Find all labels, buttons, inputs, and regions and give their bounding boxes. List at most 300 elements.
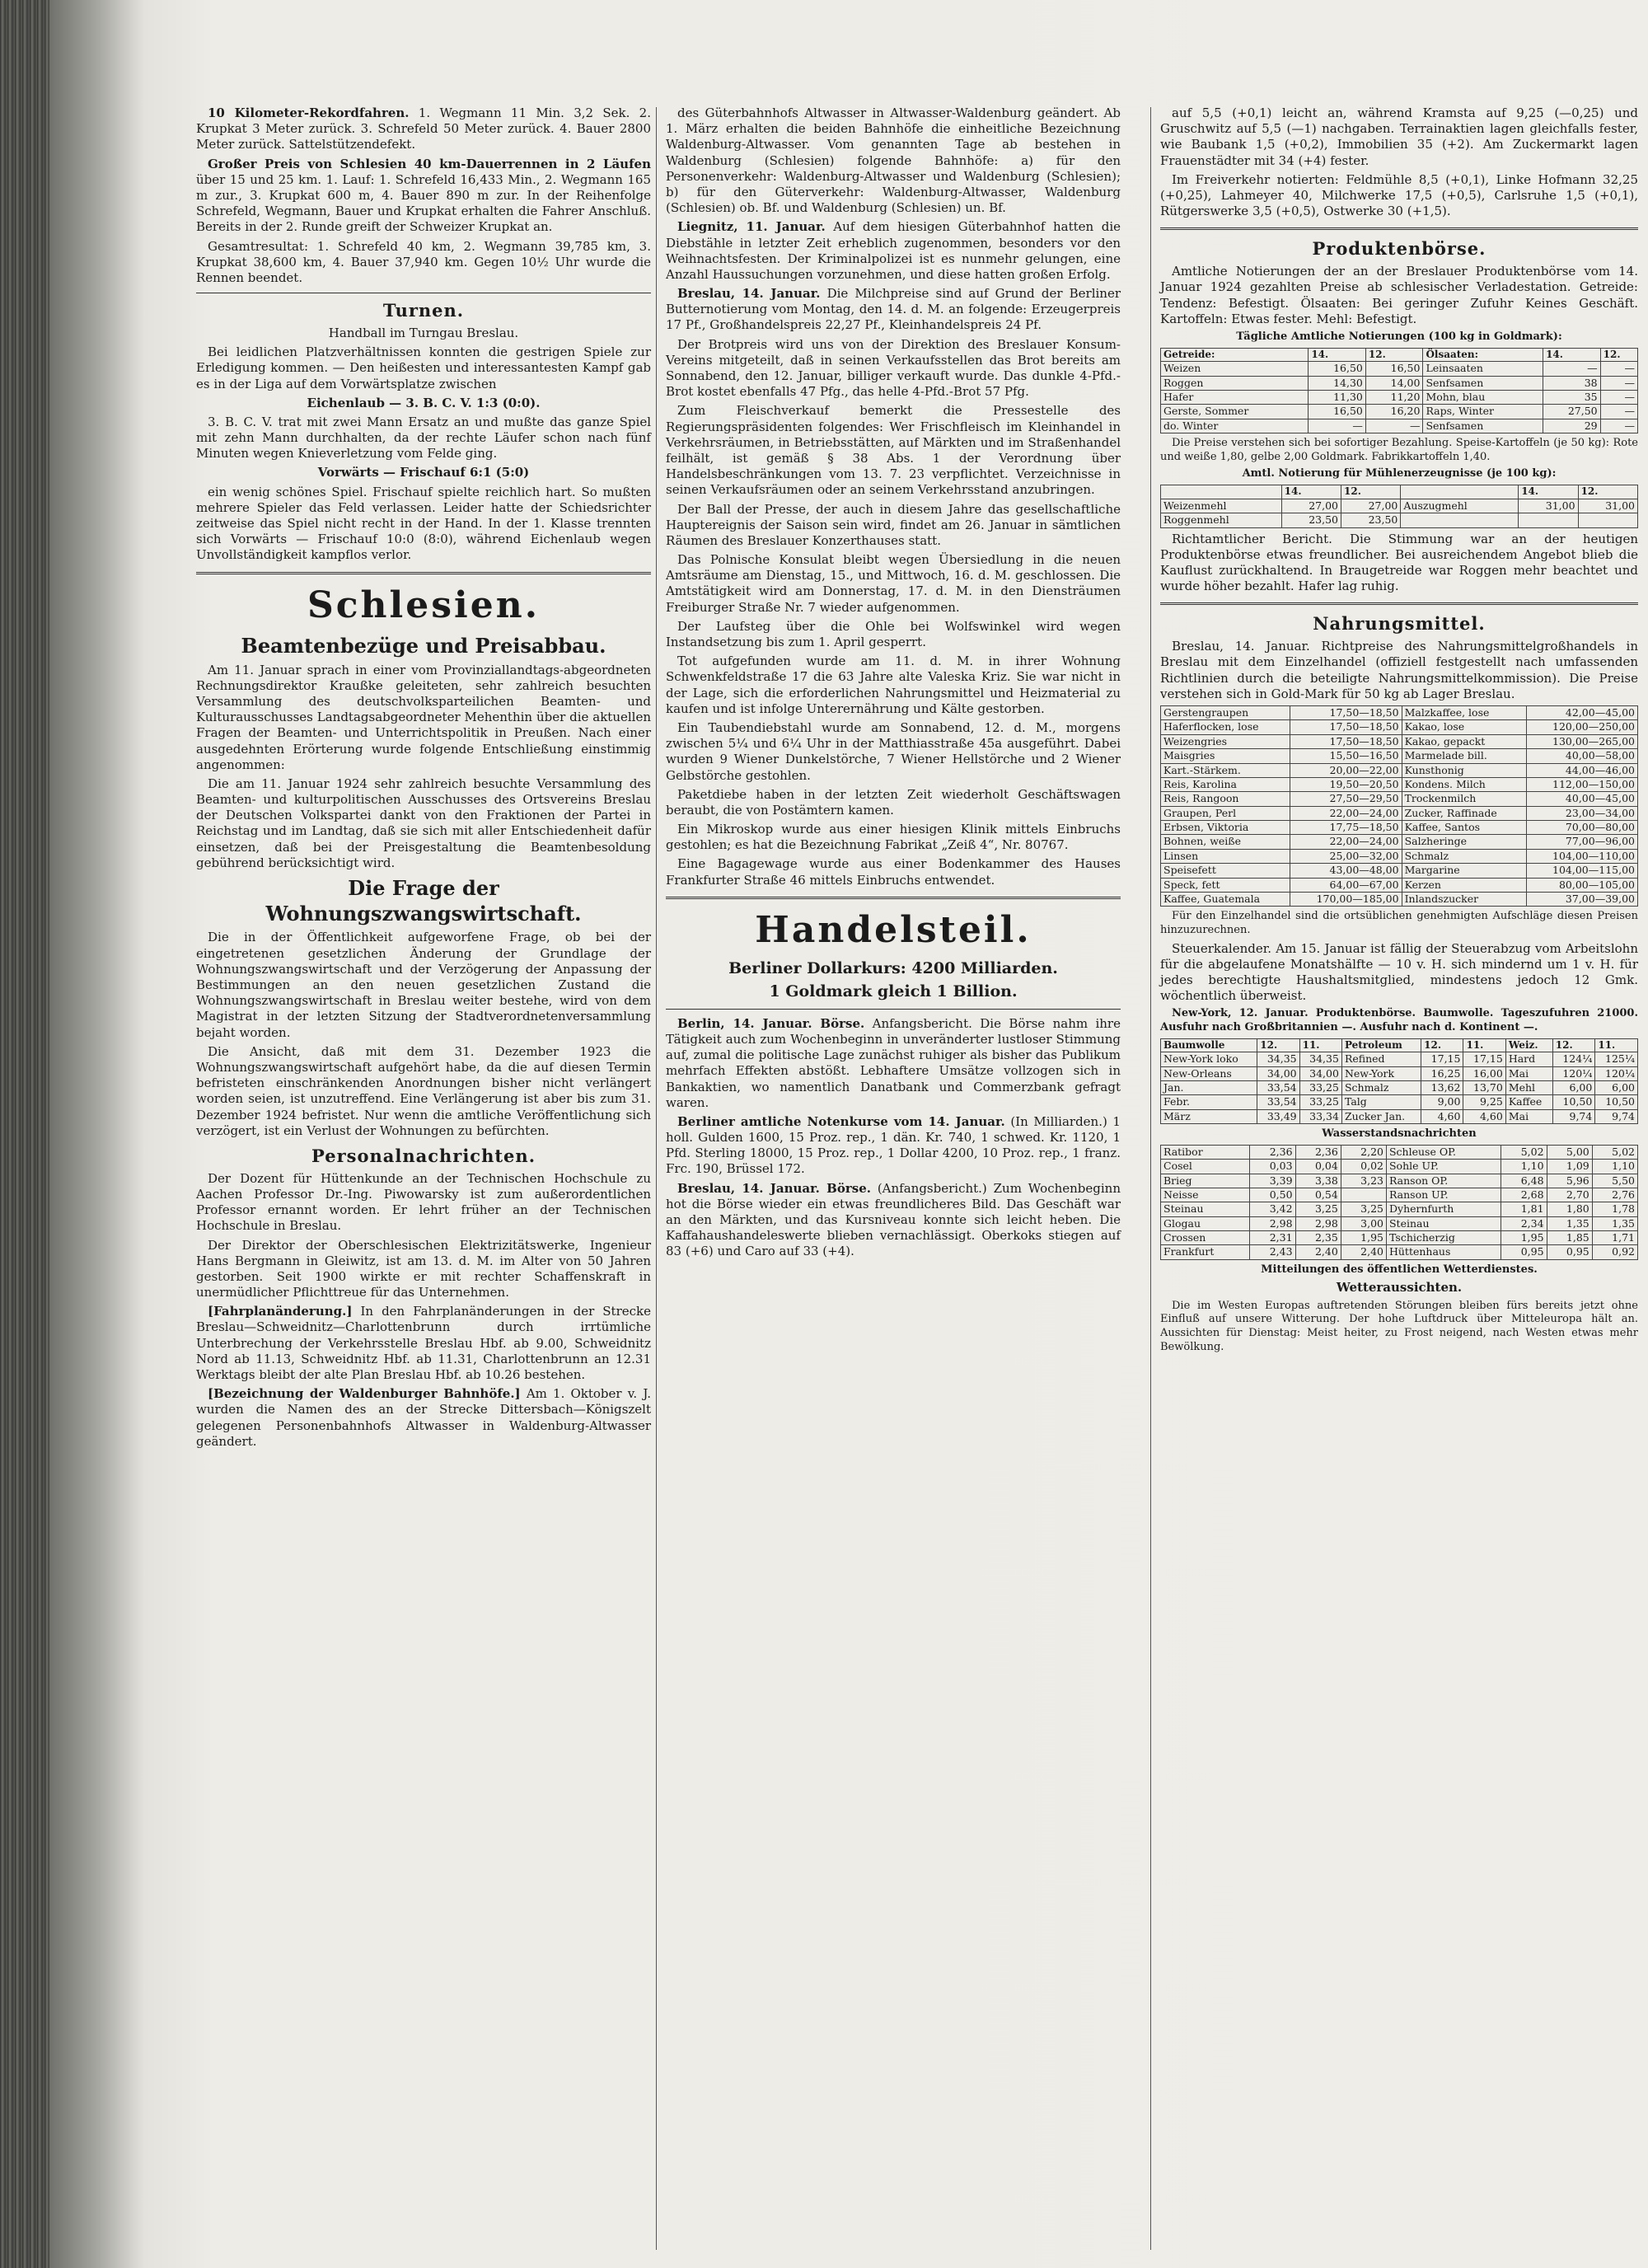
table-header-cell: 14. xyxy=(1281,485,1341,499)
konsulat-text: Das Polnische Konsulat bleibt wegen Übersiedlung in die neuen Amtsräume am Dienstag, 15., und Mittwoch, 16. d. M. geschlossen. Die Amtstätigkeit wird am Donnerstag, 17. d. M. in den Diensträumen Freiburger Straße Nr. 7 wieder aufgenommen. xyxy=(666,552,1121,615)
wetter-text: Die im Westen Europas auftretenden Störungen bleiben fürs bereits jetzt ohne Einfluß auf unsere Witterung. Der hohe Luftdruck über Mitteleuropa hält an. Aussichten für Dienstag: Meist heiter, zu Frost neigend, nach Westen etwas mehr Bewölkung. xyxy=(1160,1299,1638,1353)
table-cell: 17,75—18,50 xyxy=(1290,821,1402,835)
section-heading-schlesien: Schlesien. xyxy=(307,583,541,626)
table-row xyxy=(1161,513,1638,527)
table-cell: 43,00—48,00 xyxy=(1290,864,1402,878)
table-header-cell: 11. xyxy=(1463,1038,1505,1052)
table-cell: Senfsamen xyxy=(1423,419,1543,433)
table-cell: Speck, fett xyxy=(1161,878,1290,892)
liegnitz-title: Liegnitz, 11. Januar. xyxy=(677,219,826,235)
table-row xyxy=(1161,499,1638,513)
table-cell xyxy=(1341,1188,1386,1202)
table-cell: 3,23 xyxy=(1341,1174,1386,1188)
personal-text: Der Dozent für Hüttenkunde an der Technischen Hochschule zu Aachen Professor Dr.-Ing. Piwowarsky ist zum außerordentlichen Professor ernannt worden. Er lehrt früher an der Technischen Hochschule in Breslau. xyxy=(196,1170,651,1234)
table-cell: 112,00—150,00 xyxy=(1526,777,1637,791)
table-cell: 1,78 xyxy=(1592,1202,1637,1216)
table-cell: Dyhernfurth xyxy=(1386,1202,1501,1216)
table-cell: 42,00—45,00 xyxy=(1526,706,1637,720)
table-cell: 5,00 xyxy=(1547,1145,1592,1159)
table-cell: 9,00 xyxy=(1421,1095,1463,1109)
table-header-cell: 11. xyxy=(1299,1038,1341,1052)
table-cell: Raps, Winter xyxy=(1423,405,1543,419)
table-cell: 120,00—250,00 xyxy=(1526,720,1637,734)
table-cell: 25,00—32,00 xyxy=(1290,849,1402,863)
table-cell: 124¼ xyxy=(1552,1052,1595,1066)
table-cell: 29 xyxy=(1543,419,1601,433)
table-cell: 9,25 xyxy=(1463,1095,1505,1109)
table-cell: 6,48 xyxy=(1501,1174,1547,1188)
personal-text: Der Direktor der Oberschlesischen Elektrizitätswerke, Ingenieur Hans Bergmann in Gleiwitz, ist am 13. d. M. im Alter von 50 Jahren gestorben. Seit 1900 wirkte er mit rechter Schaffenskraft in unermüdlicher Pflichttreue für das Unternehmen. xyxy=(196,1237,651,1300)
table-cell: — xyxy=(1543,362,1601,376)
table-cell: Trockenmilch xyxy=(1402,792,1526,806)
table-cell: Schmalz xyxy=(1402,849,1526,863)
divider xyxy=(1160,227,1638,230)
divider xyxy=(666,897,1121,899)
table-cell: Hafer xyxy=(1161,391,1309,405)
wasser-table xyxy=(1160,1145,1638,1260)
table-row xyxy=(1161,792,1638,806)
table-header-cell: Baumwolle xyxy=(1161,1038,1257,1052)
table-header-cell: 12. xyxy=(1257,1038,1299,1052)
table-cell: 3,25 xyxy=(1341,1202,1386,1216)
table-cell: 170,00—185,00 xyxy=(1290,892,1402,906)
table-cell: 16,20 xyxy=(1365,405,1423,419)
table-cell: do. Winter xyxy=(1161,419,1309,433)
table-cell: 0,50 xyxy=(1250,1188,1295,1202)
table-cell: 80,00—105,00 xyxy=(1526,878,1637,892)
table-cell: Mai xyxy=(1505,1066,1552,1080)
table-cell: 120¼ xyxy=(1595,1066,1638,1080)
table-cell: Mehl xyxy=(1505,1081,1552,1095)
table-cell: Margarine xyxy=(1402,864,1526,878)
table-cell: 17,15 xyxy=(1463,1052,1505,1066)
table-cell: Erbsen, Viktoria xyxy=(1161,821,1290,835)
table-row xyxy=(1161,362,1638,376)
table-cell: Kaffee, Santos xyxy=(1402,821,1526,835)
newyork-table xyxy=(1160,1038,1638,1125)
table-cell: Reis, Karolina xyxy=(1161,777,1290,791)
turnen-heading: Turnen. xyxy=(382,300,465,321)
table-cell: 2,36 xyxy=(1295,1145,1341,1159)
table-cell: New-York xyxy=(1341,1066,1421,1080)
table-cell: 1,35 xyxy=(1592,1216,1637,1230)
table-cell: 4,60 xyxy=(1421,1109,1463,1123)
wasser-heading: Wasserstandsnachrichten xyxy=(1322,1127,1477,1141)
table-row xyxy=(1161,1202,1638,1216)
table-cell: Mai xyxy=(1505,1109,1552,1123)
table-cell: Gerste, Sommer xyxy=(1161,405,1309,419)
table-cell: 16,50 xyxy=(1309,405,1366,419)
milch-title: Breslau, 14. Januar. xyxy=(677,286,821,302)
table-row xyxy=(1161,1245,1638,1259)
berlin-title: Berlin, 14. Januar. Börse. xyxy=(677,1015,865,1031)
table1-note: Die Preise verstehen sich bei sofortiger Bezahlung. Speise-Kartoffeln (je 50 kg): Rote und weiße 1,80, gelbe 2,00 Goldmark. Fabrikkartoffeln 1,40. xyxy=(1160,437,1638,463)
table-cell: Talg xyxy=(1341,1095,1421,1109)
record-text: 1. Wegmann 11 Min. 3,2 Sek. 2. Krupkat 3 Meter zurück. 3. Schrefeld 50 Meter zurück. 4. Bauer 2800 Meter zurück. Sattelstützendefekt. xyxy=(196,105,651,152)
table-header-cell: 14. xyxy=(1543,348,1601,362)
produkten-text: Amtliche Notierungen der an der Breslauer Produktenbörse vom 14. Januar 1924 gezahlten Preise ab schlesischer Verladestation. Getreide: Tendenz: Befestigt. Ölsaaten: Bei geringer Zufuhr Keines Geschäft. Kartoffeln: Etwas fester. Mehl: Befestigt. xyxy=(1160,264,1638,326)
table-cell: 64,00—67,00 xyxy=(1290,878,1402,892)
table-cell: Febr. xyxy=(1161,1095,1257,1109)
table-row xyxy=(1161,391,1638,405)
table-row xyxy=(1161,1109,1638,1123)
table-cell: Reis, Rangoon xyxy=(1161,792,1290,806)
tot-text: Tot aufgefunden wurde am 11. d. M. in ihrer Wohnung Schwenkfeldstraße 17 die 63 Jahre alte Valeska Kriz. Sie war nicht in der Lage, sich die erforderlichen Nahrungsmittel und Heizmaterial zu kaufen und ist infolge Unterernährung und Kälte gestorben. xyxy=(666,654,1121,716)
column-2 xyxy=(666,105,1121,1263)
table-cell: 22,00—24,00 xyxy=(1290,806,1402,820)
table-cell: Glogau xyxy=(1161,1216,1250,1230)
table-row xyxy=(1161,835,1638,849)
wetteraussichten-heading: Wetteraussichten. xyxy=(1336,1280,1463,1296)
table-cell: 5,02 xyxy=(1592,1145,1637,1159)
divider xyxy=(666,1009,1121,1010)
table-cell: Linsen xyxy=(1161,849,1290,863)
record-title: 10 Kilometer-Rekordfahren. xyxy=(208,105,410,120)
richt-text: Richtamtlicher Bericht. Die Stimmung war an der heutigen Produktenbörse etwas freundlicher. Bei ausreichendem Angebot blieb die Kauflust zurückhaltend. In Braugetreide war Roggen mehr beachtet und wurde höher bezahlt. Hafer lag ruhig. xyxy=(1160,531,1638,594)
laufsteg-text: Der Laufsteg über die Ohle bei Wolfswinkel wird wegen Instandsetzung bis zum 1. April gesperrt. xyxy=(666,618,1121,649)
beamten-text: Am 11. Januar sprach in einer vom Provinziallandtags-abgeordneten Rechnungsdirektor Kraußke geleiteten, sehr zahlreich besuchten Versammlung des deutschvolksparteilichen Beamten- und Kulturausschusses Landtagsabgeordneter Mehenthin über die aktuellen Fragen der Beamten- und Unterrichtspolitik in Preußen. Nach einer ausgedehnten Erörterung wurde folgende Entschließung einstimmig angenommen: xyxy=(196,662,651,772)
table-cell xyxy=(1578,513,1637,527)
table-cell: 23,50 xyxy=(1341,513,1401,527)
produkten-heading: Produktenbörse. xyxy=(1312,238,1486,260)
table-header-cell: 12. xyxy=(1421,1038,1463,1052)
table-row xyxy=(1161,1174,1638,1188)
table-cell: 6,00 xyxy=(1595,1081,1638,1095)
table-cell: 70,00—80,00 xyxy=(1526,821,1637,835)
table-cell: Hüttenhaus xyxy=(1386,1245,1501,1259)
table-cell: Roggenmehl xyxy=(1161,513,1282,527)
race-text: über 15 und 25 km. 1. Lauf: 1. Schrefeld 16,433 Min., 2. Wegmann 165 m zur., 3. Krupkat 600 m, 4. Bauer 890 m zur. In der Reihenfolge Schrefeld, Wegmann, Bauer und Krupkat erhalten die Fahrer Anschluß. Bereits in der 2. Runde greift der Schweizer Krupkat an. xyxy=(196,171,651,235)
table-cell: Kaffee, Guatemala xyxy=(1161,892,1290,906)
table-cell: 2,70 xyxy=(1547,1188,1592,1202)
brot-text: Der Brotpreis wird uns von der Direktion des Breslauer Konsum-Vereins mitgeteilt, daß in seinen Verkaufsstellen das Brot bereits am Sonnabend, den 12. Januar, billiger verkauft wurde. Das dunkle 4-Pfd.-Brot kostet ebenfalls 47 Pfg., das helle 4-Pfd.-Brot 57 Pfg. xyxy=(666,336,1121,400)
table-row xyxy=(1161,1052,1638,1066)
table-cell: 2,76 xyxy=(1592,1188,1637,1202)
table-cell: 33,25 xyxy=(1299,1095,1341,1109)
table-cell: Zucker Jan. xyxy=(1341,1109,1421,1123)
table-cell: 9,74 xyxy=(1552,1109,1595,1123)
table-cell: 11,30 xyxy=(1309,391,1366,405)
table-cell: Brieg xyxy=(1161,1174,1250,1188)
table-cell: 2,43 xyxy=(1250,1245,1295,1259)
column-rule xyxy=(1150,107,1151,2250)
race-result: Gesamtresultat: 1. Schrefeld 40 km, 2. Wegmann 39,785 km, 3. Krupkat 38,600 km, 4. Bauer 37,940 km. Gegen 10½ Uhr wurde die Rennen beendet. xyxy=(196,238,651,285)
table-cell: 104,00—115,00 xyxy=(1526,864,1637,878)
table-cell: Neisse xyxy=(1161,1188,1250,1202)
wohnung-text: Die Ansicht, daß mit dem 31. Dezember 1923 die Wohnungszwangswirtschaft aufgehört habe, da die auf diesen Termin befristeten einschränkenden Anordnungen bisher nicht verlängert worden seien, ist unzutreffend. Eine Verlängerung ist aber bis zum 31. Dezember 1924 befristet. Nur wenn die amtliche Veröffentlichung sich verzögert, ist ein Verlust der Wohnungen zu befürchten. xyxy=(196,1043,651,1138)
table-cell: 125¼ xyxy=(1595,1052,1638,1066)
table-header-cell: 12. xyxy=(1578,485,1637,499)
turnen-game-1: Eichenlaub — 3. B. C. V. 1:3 (0:0). xyxy=(307,395,541,410)
personal-heading: Personalnachrichten. xyxy=(311,1145,536,1166)
table-cell: 5,96 xyxy=(1547,1174,1592,1188)
bagage-text: Eine Bagagewage wurde aus einer Bodenkammer des Hauses Frankfurter Straße 46 mittels Einbruchs entwendet. xyxy=(666,856,1121,888)
table-cell: Kart.-Stärkem. xyxy=(1161,763,1290,777)
table-cell: 15,50—16,50 xyxy=(1290,749,1402,763)
table-cell: Kakao, gepackt xyxy=(1402,734,1526,748)
table-cell: 16,00 xyxy=(1463,1066,1505,1080)
newyork-heading: New-York, 12. Januar. Produktenbörse. Baumwolle. Tageszufuhren 21000. Ausfuhr nach Großbritannien —. Ausfuhr nach d. Kontinent —. xyxy=(1160,1007,1638,1033)
table-cell: 44,00—46,00 xyxy=(1526,763,1637,777)
table-row xyxy=(1161,1160,1638,1174)
milch-text: Die Milchpreise sind auf Grund der Berliner Butternotierung vom Montag, den 14. d. M. an folgende: Erzeugerpreis 17 Pf., Großhandelspreis 22,27 Pf., Kleinhandelspreis 24 Pf. xyxy=(666,286,1121,333)
table-cell: 40,00—58,00 xyxy=(1526,749,1637,763)
berlin-text: Anfangsbericht. Die Börse nahm ihre Tätigkeit auch zum Wochenbeginn in unveränderter lustloser Stimmung auf, zumal die politische Lage zunächst ruhiger als bisher das Publikum mehrfach Effekten abstößt. Lebhaftere Umsätze vollzogen sich in Bankaktien, wo namentlich Danatbank und Commerzbank gefragt waren. xyxy=(666,1015,1121,1110)
table-cell: Gerstengraupen xyxy=(1161,706,1290,720)
table-cell: 0,92 xyxy=(1592,1245,1637,1259)
table-cell: 10,50 xyxy=(1595,1095,1638,1109)
table-header-cell: Petroleum xyxy=(1341,1038,1421,1052)
mehl-table xyxy=(1160,485,1638,528)
table-cell: 17,50—18,50 xyxy=(1290,734,1402,748)
table-cell: 13,62 xyxy=(1421,1081,1463,1095)
table-cell: Ranson OP. xyxy=(1386,1174,1501,1188)
table-cell: 3,00 xyxy=(1341,1216,1386,1230)
table-cell: 31,00 xyxy=(1578,499,1637,513)
table-cell: 33,54 xyxy=(1257,1081,1299,1095)
table-header-cell: 12. xyxy=(1341,485,1401,499)
divider xyxy=(196,572,651,574)
table-cell: Weizen xyxy=(1161,362,1309,376)
table-cell: Schleuse OP. xyxy=(1386,1145,1501,1159)
fleisch-text: Zum Fleischverkauf bemerkt die Pressestelle des Regierungspräsidenten folgendes: Wer Frischfleisch im Kleinhandel in Verkehrsräumen, in Betriebsstätten, auf Märkten und im Straßenhandel feilhält, ist gemäß § 38 Abs. 1 der Verordnung über Handelsbeschränkungen vom 13. 7. 23 verpflichtet. Verzeichnisse in seinen Verkaufsräumen oder an seinem Verkehrsstand anzubringen. xyxy=(666,403,1121,498)
table-header-cell xyxy=(1161,485,1282,499)
table-cell xyxy=(1401,513,1519,527)
section-heading-handelsteil: Handelsteil. xyxy=(755,908,1032,951)
fahrplan-title: [Fahrplanänderung.] xyxy=(208,1304,353,1319)
table-cell: Kondens. Milch xyxy=(1402,777,1526,791)
table-cell: 27,00 xyxy=(1281,499,1341,513)
table-header-cell: Ölsaaten: xyxy=(1423,348,1543,362)
table-cell: 1,85 xyxy=(1547,1231,1592,1245)
table-cell: 2,98 xyxy=(1250,1216,1295,1230)
table-cell xyxy=(1519,513,1578,527)
table-cell: New-Orleans xyxy=(1161,1066,1257,1080)
table-cell: 14,00 xyxy=(1365,376,1423,390)
table-cell: 2,40 xyxy=(1295,1245,1341,1259)
table-cell: 1,09 xyxy=(1547,1160,1592,1174)
table-cell: 27,00 xyxy=(1341,499,1401,513)
breslau-boerse-text: (Anfangsbericht.) Zum Wochenbeginn hot die Börse wieder ein etwas freundlicheres Bild. Das Geschäft war an den Märkten, und das Kursniveau konnte sich leicht heben. Die Kaffahaushandeleswerte blieben vernachlässigt. Oberkoks stiegen auf 83 (+6) und Caro auf 33 (+4). xyxy=(666,1180,1121,1259)
table-cell: Steinau xyxy=(1386,1216,1501,1230)
table-cell: Ratibor xyxy=(1161,1145,1250,1159)
table-cell: 16,50 xyxy=(1365,362,1423,376)
bahnhof-title: [Bezeichnung der Waldenburger Bahnhöfe.] xyxy=(208,1386,521,1402)
table-cell: 3,25 xyxy=(1295,1202,1341,1216)
table-cell: Ranson UP. xyxy=(1386,1188,1501,1202)
table-cell: 33,34 xyxy=(1299,1109,1341,1123)
table-cell: 1,95 xyxy=(1501,1231,1547,1245)
table-cell: Weizengries xyxy=(1161,734,1290,748)
turnen-text: 3. B. C. V. trat mit zwei Mann Ersatz an und mußte das ganze Spiel mit zehn Mann durchhalten, da der rechte Läufer schon nach fünf Minuten wegen Knieverletzung vom Felde ging. xyxy=(196,414,651,462)
table-cell: Kerzen xyxy=(1402,878,1526,892)
table-cell: Kaffee xyxy=(1505,1095,1552,1109)
table-cell: 2,31 xyxy=(1250,1231,1295,1245)
nahrung-text: Breslau, 14. Januar. Richtpreise des Nahrungsmittelgroßhandels in Breslau mit dem Einzelhandel (offiziell festgestellt nach umfassenden Richtlinien durch die beteiligte Nahrungsmittelkommission). Die Preise verstehen sich in Gold-Mark für 50 kg ab Lager Breslau. xyxy=(1160,639,1638,701)
table-cell: Weizenmehl xyxy=(1161,499,1282,513)
table-row xyxy=(1161,849,1638,863)
table-cell: — xyxy=(1600,362,1637,376)
table-cell: 37,00—39,00 xyxy=(1526,892,1637,906)
table-cell: 0,95 xyxy=(1547,1245,1592,1259)
table-cell: 27,50 xyxy=(1543,405,1601,419)
table-row xyxy=(1161,1095,1638,1109)
table-cell: 23,50 xyxy=(1281,513,1341,527)
table-cell: 16,25 xyxy=(1421,1066,1463,1080)
table-header-cell: 14. xyxy=(1309,348,1366,362)
table-cell: 35 xyxy=(1543,391,1601,405)
table-header-cell xyxy=(1401,485,1519,499)
table-header-cell: 14. xyxy=(1519,485,1578,499)
turnen-game-2: Vorwärts — Frischauf 6:1 (5:0) xyxy=(317,465,530,480)
table-row xyxy=(1161,878,1638,892)
table-cell: 38 xyxy=(1543,376,1601,390)
table2-caption: Amtl. Notierung für Mühlenerzeugnisse (je 100 kg): xyxy=(1242,467,1557,480)
liegnitz-text: Auf dem hiesigen Güterbahnhof hatten die Diebstähle in letzter Zeit erheblich zugenommen, besonders vor den Weihnachtsfesten. Der Kriminalpolizei ist es nunmehr gelungen, eine Anzahl Haussuchungen vorzunehmen, und diese hatten großen Erfolg. xyxy=(666,219,1121,282)
table-cell: — xyxy=(1600,405,1637,419)
table-cell: Jan. xyxy=(1161,1081,1257,1095)
market-text: auf 5,5 (+0,1) leicht an, während Kramsta auf 9,25 (—0,25) und Gruschwitz auf 5,5 (—1) nachgaben. Terrainaktien lagen gleichfalls fester, wie Baubank 1,5 (+0,2), Immobilien 35 (+2). Am Zuckermarkt lagen Frauenstädter mit 34 (+4) fester. xyxy=(1160,105,1638,168)
table-cell: 34,00 xyxy=(1299,1066,1341,1080)
fahrplan-text: In den Fahrplanänderungen in der Strecke Breslau—Schweidnitz—Charlottenbrunn durch irrtümliche Unterbrechung der Verkehrsstelle Breslau Hbf. ab 9.00, Schweidnitz Nord ab 11.13, Schweidnitz Hbf. ab 11.31, Charlottenbrunn an 12.31 Werktags bleibt der alte Plan Breslau Hbf. ab 10.26 bestehen. xyxy=(196,1304,651,1383)
table-cell: Speisefett xyxy=(1161,864,1290,878)
table-cell: — xyxy=(1600,391,1637,405)
table-header-cell: 11. xyxy=(1595,1038,1638,1052)
table-cell: 0,04 xyxy=(1295,1160,1341,1174)
table-cell: 17,50—18,50 xyxy=(1290,706,1402,720)
table-cell: 5,50 xyxy=(1592,1174,1637,1188)
noten-title: Berliner amtliche Notenkurse vom 14. Januar. xyxy=(677,1113,1005,1129)
table-cell: 1,10 xyxy=(1592,1160,1637,1174)
table-cell: 0,02 xyxy=(1341,1160,1386,1174)
turnen-text: ein wenig schönes Spiel. Frischauf spielte reichlich hart. So mußten mehrere Spieler das Feld verlassen. Leider hatte der Schiedsrichter zeitweise das Spiel nicht recht in der Hand. In der 1. Klasse trennten sich Vorwärts — Frischauf 10:0 (8:0), während Eichenlaub wegen Unvollständigkeit kampflos verlor. xyxy=(196,484,651,563)
table-cell: Mohn, blau xyxy=(1423,391,1543,405)
steuer-text: Steuerkalender. Am 15. Januar ist fällig der Steuerabzug vom Arbeitslohn für die abgelaufene Monatshälfte — 10 v. H. sich mindernd um 1 v. H. für jedes berechtigte Haushaltsmitglied, mindestens jedoch 12 Gmk. wöchentlich überweist. xyxy=(1160,940,1638,1004)
table-cell: 77,00—96,00 xyxy=(1526,835,1637,849)
goldmark-rate: 1 Goldmark gleich 1 Billion. xyxy=(769,982,1018,1001)
table-cell: Refined xyxy=(1341,1052,1421,1066)
table-cell: Schmalz xyxy=(1341,1081,1421,1095)
table-cell: Bohnen, weiße xyxy=(1161,835,1290,849)
table-cell: Auszugmehl xyxy=(1401,499,1519,513)
table-cell: New-York loko xyxy=(1161,1052,1257,1066)
table-row xyxy=(1161,806,1638,820)
table-header-cell: 12. xyxy=(1365,348,1423,362)
beamten-text: Die am 11. Januar 1924 sehr zahlreich besuchte Versammlung des Beamten- und kulturpolitischen Ausschusses des Ortsvereins Breslau der Deutschen Volkspartei dankt von den Fraktionen der Partei in Reichstag und im Landtag, daß sie sich mit aller Entschiedenheit dafür einsetzen, daß bei der Preisgestaltung die Beamtenbesoldung gebührend berücksichtigt wird. xyxy=(196,776,651,870)
table-row xyxy=(1161,405,1638,419)
table-cell: Sohle UP. xyxy=(1386,1160,1501,1174)
table-cell: 17,50—18,50 xyxy=(1290,720,1402,734)
table-header-cell: 12. xyxy=(1552,1038,1595,1052)
table-cell: 33,25 xyxy=(1299,1081,1341,1095)
table-cell: Frankfurt xyxy=(1161,1245,1250,1259)
table-cell: März xyxy=(1161,1109,1257,1123)
breslau-boerse-title: Breslau, 14. Januar. Börse. xyxy=(677,1180,871,1196)
table-cell: Kunsthonig xyxy=(1402,763,1526,777)
table-cell: 34,35 xyxy=(1299,1052,1341,1066)
table-cell: 4,60 xyxy=(1463,1109,1505,1123)
book-binding xyxy=(0,0,49,2268)
bahnhof-text: Am 1. Oktober v. J. wurden die Namen des an der Strecke Dittersbach—Königszelt gelegenen Personenbahnhofs Altwasser in Waldenburg-Altwasser geändert. xyxy=(196,1386,651,1449)
table-cell: Roggen xyxy=(1161,376,1309,390)
tauben-text: Ein Taubendiebstahl wurde am Sonnabend, 12. d. M., morgens zwischen 5¼ und 6¼ Uhr in der Matthiasstraße 45a ausgeführt. Dabei wurden 9 Wiener Dunkelstörche, 7 Wiener Hellstörche und 2 Wiener Gelbstörche gestohlen. xyxy=(666,719,1121,783)
table-cell: 13,70 xyxy=(1463,1081,1505,1095)
noten-text: (In Milliarden.) 1 holl. Gulden 1600, 15 Proz. rep., 1 dän. Kr. 740, 1 schwed. Kr. 1120, 1 Pfd. Sterling 18000, 15 Proz. rep., 1 Dollar 4200, 10 Proz. rep., 1 franz. Frc. 190, Brüssel 172. xyxy=(666,1113,1121,1177)
table-row xyxy=(1161,777,1638,791)
table-cell: Haferflocken, lose xyxy=(1161,720,1290,734)
table-cell: 0,95 xyxy=(1501,1245,1547,1259)
table-cell: 3,42 xyxy=(1250,1202,1295,1216)
table-row xyxy=(1161,763,1638,777)
table-cell: — xyxy=(1365,419,1423,433)
table-cell: Malzkaffee, lose xyxy=(1402,706,1526,720)
table-cell: 20,00—22,00 xyxy=(1290,763,1402,777)
table-cell: 120¼ xyxy=(1552,1066,1595,1080)
wohnung-heading: Die Frage der Wohnungszwangswirtschaft. xyxy=(265,876,582,925)
table-cell: Salzheringe xyxy=(1402,835,1526,849)
table-cell: 16,50 xyxy=(1309,362,1366,376)
table-cell: 2,34 xyxy=(1501,1216,1547,1230)
column-3 xyxy=(1160,105,1638,1357)
table-cell: 1,10 xyxy=(1501,1160,1547,1174)
turnen-text: Bei leidlichen Platzverhältnissen konnten die gestrigen Spiele zur Erledigung kommen. — Den heißesten und interessantesten Kampf gab es in der Liga auf dem Vorwärtsplatze zwischen xyxy=(196,344,651,391)
table-cell: 22,00—24,00 xyxy=(1290,835,1402,849)
getreide-table xyxy=(1160,348,1638,434)
table-cell: 2,36 xyxy=(1250,1145,1295,1159)
table-cell: 130,00—265,00 xyxy=(1526,734,1637,748)
table-cell: Cosel xyxy=(1161,1160,1250,1174)
table-cell: Marmelade bill. xyxy=(1402,749,1526,763)
table-row xyxy=(1161,419,1638,433)
table1-caption: Tägliche Amtliche Notierungen (100 kg in Goldmark): xyxy=(1236,330,1562,343)
market-text: Im Freiverkehr notierten: Feldmühle 8,5 (+0,1), Linke Hofmann 32,25 (+0,25), Lahmeyer 40, Milchwerke 17,5 (+0,5), Carlsruhe 1,5 (+0,1), Rütgerswerke 3,5 (+0,5), Ostwerke 30 (+1,5). xyxy=(1160,171,1638,219)
table-cell: 6,00 xyxy=(1552,1081,1595,1095)
table-cell: 14,30 xyxy=(1309,376,1366,390)
nahrung-heading: Nahrungsmittel. xyxy=(1313,613,1486,635)
table-cell: — xyxy=(1600,376,1637,390)
race-title: Großer Preis von Schlesien 40 km-Dauerrennen in 2 Läufen xyxy=(208,156,651,171)
table-row xyxy=(1161,1081,1638,1095)
table-cell: 2,20 xyxy=(1341,1145,1386,1159)
table-cell: 31,00 xyxy=(1519,499,1578,513)
table-cell: 3,39 xyxy=(1250,1174,1295,1188)
table-cell: Steinau xyxy=(1161,1202,1250,1216)
table-cell: 2,35 xyxy=(1295,1231,1341,1245)
ball-text: Der Ball der Presse, der auch in diesem Jahre das gesellschaftliche Hauptereignis der Saison sein wird, findet am 26. Januar in sämtlichen Räumen des Breslauer Konzerthauses statt. xyxy=(666,501,1121,548)
bahnhof-text-cont: des Güterbahnhofs Altwasser in Altwasser-Waldenburg geändert. Ab 1. März erhalten die beiden Bahnhöfe die einheitliche Bezeichnung Waldenburg-Altwasser. Vom genannten Tage ab bestehen in Waldenburg (Schlesien) folgende Bahnhöfe: a) für den Personenverkehr: Waldenburg-Altwasser und Waldenburg (Schlesien); b) für den Güterverkehr: Waldenburg-Altwasser, Waldenburg (Schlesien) ob. Bf. und Waldenburg (Schlesien) un. Bf. xyxy=(666,105,1121,216)
table-cell: 27,50—29,50 xyxy=(1290,792,1402,806)
table-cell: 19,50—20,50 xyxy=(1290,777,1402,791)
table-cell: 1,95 xyxy=(1341,1231,1386,1245)
table-header-cell: Weiz. xyxy=(1505,1038,1552,1052)
wetter-heading: Mitteilungen des öffentlichen Wetterdienstes. xyxy=(1261,1263,1538,1276)
table-header-cell: Getreide: xyxy=(1161,348,1309,362)
table-row xyxy=(1161,821,1638,835)
newspaper-page xyxy=(147,49,1646,2268)
table-cell: Hard xyxy=(1505,1052,1552,1066)
column-rule xyxy=(656,107,657,2250)
table-cell: 34,00 xyxy=(1257,1066,1299,1080)
table-cell: Maisgries xyxy=(1161,749,1290,763)
table-cell: 23,00—34,00 xyxy=(1526,806,1637,820)
mikroskop-text: Ein Mikroskop wurde aus einer hiesigen Klinik mittels Einbruchs gestohlen; es hat die Bezeichnung Fabrikat „Zeiß 4“, Nr. 80767. xyxy=(666,822,1121,853)
table-cell: 2,98 xyxy=(1295,1216,1341,1230)
table-header-cell: 12. xyxy=(1600,348,1637,362)
table-cell: 2,40 xyxy=(1341,1245,1386,1259)
table-cell: 1,80 xyxy=(1547,1202,1592,1216)
table-row xyxy=(1161,1231,1638,1245)
table-cell: 40,00—45,00 xyxy=(1526,792,1637,806)
